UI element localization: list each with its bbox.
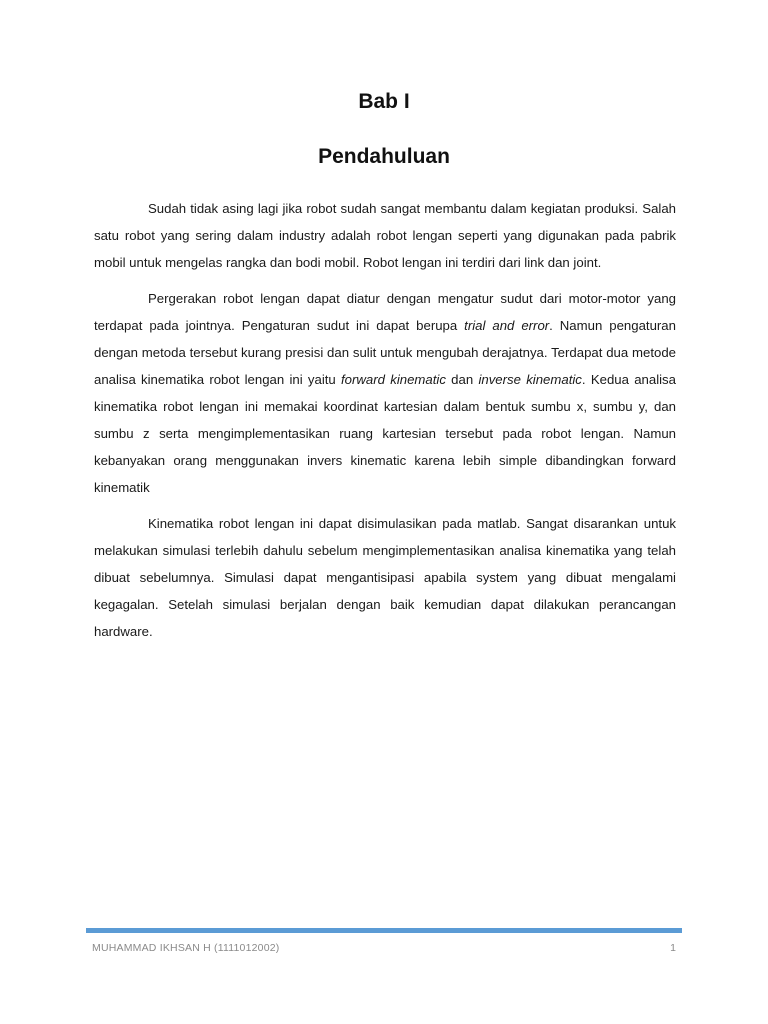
footer-page-number: 1 [670,942,676,954]
footer-author: MUHAMMAD IKHSAN H (1111012002) [92,942,280,954]
paragraph-2-text-c: dan [445,372,479,387]
footer-rule [86,928,682,933]
page-title: Pendahuluan [318,145,450,168]
paragraph-2-emphasis-3: inverse kinematic [478,372,582,387]
paragraph-2-text-a: Pergerakan robot lengan dapat diatur dengan mengatur sudut dari motor-motor yang terdapat pada jointnya. Pengaturan sudut ini dapat berupa [94,291,676,333]
paragraph-2-text-d: . Kedua analisa kinematika robot lengan ini memakai koordinat kartesian dalam bentuk sumbu x, sumbu y, dan sumbu z serta mengimplementasikan ruang kartesian tersebut pada robot lengan. Namun kebanyakan orang menggunakan invers kinematic karena lebih simple dibandingkan forward kinematik [94,372,676,495]
paragraph-2-emphasis-2: forward kinematic [341,372,446,387]
paragraph-2-text-b: . Namun pengaturan dengan metoda tersebut kurang presisi dan sulit untuk mengubah derajatnya. Terdapat dua metode analisa kinematika robot lengan ini yaitu [94,318,676,387]
paragraph-2-emphasis-1: trial and error [464,318,550,333]
paragraph-3: Kinematika robot lengan ini dapat disimulasikan pada matlab. Sangat disarankan untuk melakukan simulasi terlebih dahulu sebelum mengimplementasikan analisa kinematika yang telah dibuat sebelumnya. Simulasi dapat mengantisipasi apabila system yang dibuat mengalami kegagalan. Setelah simulasi berjalan dengan baik kemudian dapat dilakukan perancangan hardware. [94,516,676,639]
paragraph-2 [94,285,676,501]
body-text [94,195,676,654]
chapter-heading: Bab I [358,90,410,113]
paragraph-1: Sudah tidak asing lagi jika robot sudah sangat membantu dalam kegiatan produksi. Salah satu robot yang sering dalam industry adalah robot lengan seperti yang digunakan pada pabrik mobil untuk mengelas rangka dan bodi mobil. Robot lengan ini terdiri dari link dan joint. [94,201,676,270]
